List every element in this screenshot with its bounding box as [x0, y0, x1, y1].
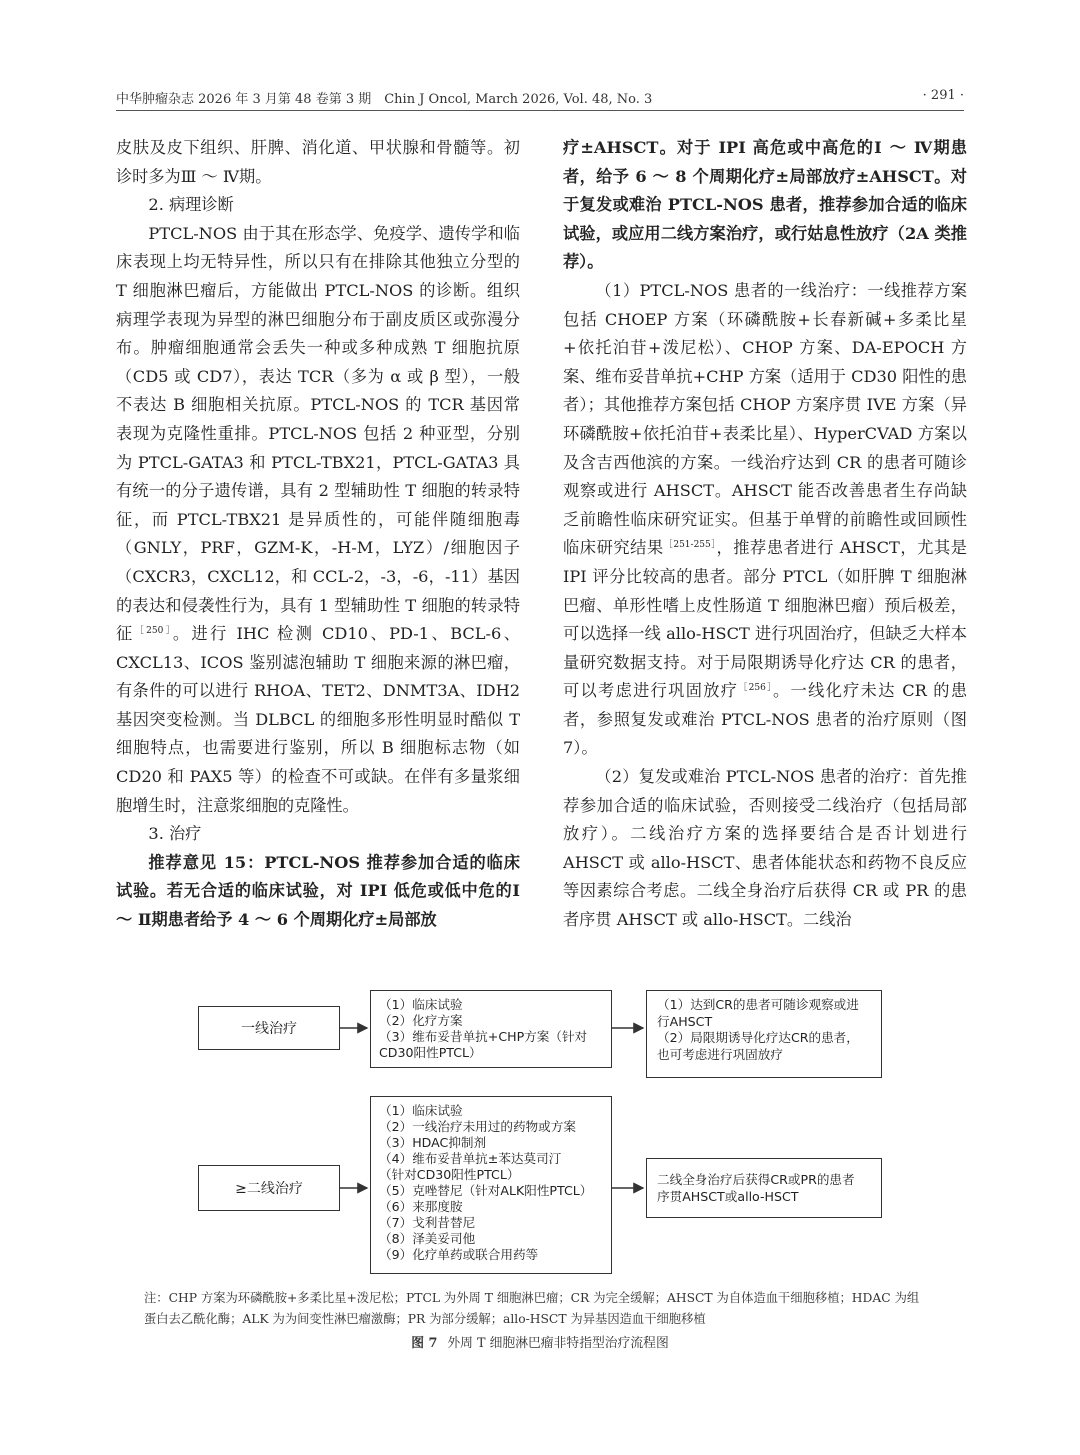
result-line: （2）局限期诱导化疗达CR的患者， — [657, 1030, 859, 1045]
result-line: 也可考虑进行巩固放疗 — [657, 1046, 783, 1062]
recommendation-continued: 疗±AHSCT。对于 IPI 高危或中高危的Ⅰ ～ Ⅳ期患者，给予 6 ～ 8 个周期化疗±局部放疗±AHSCT。对于复发或难治 PTCL-NOS 患者，推荐参加合适的临床试验，或应用二线方案治疗，或行姑息性放疗（2A 类推荐）。 — [563, 138, 967, 272]
note-line: 注：CHP 方案为环磷酰胺+多柔比星+泼尼松；PTCL 为外周 T 细胞淋巴瘤；CR 为完全缓解；AHSCT 为自体造血干细胞移植；HDAC 为组 — [144, 1291, 920, 1305]
figure-caption — [0, 1332, 1080, 1351]
list-item: （1）临床试验 — [379, 997, 463, 1012]
citation-ref: ［250］ — [134, 626, 173, 637]
second-line-label-box: ≥二线治疗 — [198, 1165, 340, 1211]
header-rule — [116, 110, 964, 111]
result-line: 二线全身治疗后获得CR或PR的患者 — [657, 1172, 855, 1187]
result-line: 序贯AHSCT或allo-HSCT — [657, 1189, 799, 1204]
list-item: （8）泽美妥司他 — [379, 1231, 476, 1246]
list-item: （1）临床试验 — [379, 1103, 463, 1118]
second-line-result-box — [646, 1158, 882, 1218]
left-column — [116, 134, 520, 935]
list-item: （2）一线治疗未用过的药物或方案 — [379, 1119, 576, 1134]
paragraph: （1）PTCL-NOS 患者的一线治疗：一线推荐方案包括 CHOEP 方案（环磷酰胺+长春新碱+多柔比星+依托泊苷+泼尼松）、CHOP 方案、DA-EPOCH 方案、维布妥昔单抗+CHP 方案（适用于 CD30 阳性的患者）；其他推荐方案包括 CHOP 方案序贯 IVE 方案（异环磷酰胺+依托泊苷+表柔比星）、HyperCVAD 方案以及含吉西他滨的方案。一线治疗达到 CR 的患者可随诊观察或进行 AHSCT。AHSCT 能否改善患者生存尚缺乏前瞻性临床研究证实。但基于单臂的前瞻性或回顾性临床研究结果$^{[251-255]}$，推荐患者进行 AHSCT，尤其是 IPI 评分比较高的患者。部分 PTCL（如肝脾 T 细胞淋巴瘤、单形性嗜上皮性肠道 T 细胞淋巴瘤）预后极差，可以选择一线 allo-HSCT 进行巩固治疗，但缺乏大样本量研究数据支持。对于局限期诱导化疗达 CR 的患者，可以考虑进行巩固放疗$^{[256]}$。一线化疗未达 CR 的患者，参照复发或难治 PTCL-NOS 患者的治疗原则（图 7）。 — [563, 280, 968, 758]
first-line-label-box: 一线治疗 — [198, 1006, 340, 1050]
list-item: （6）来那度胺 — [379, 1199, 463, 1214]
paragraph: 皮肤及皮下组织、肝脾、消化道、甲状腺和骨髓等。初诊时多为Ⅲ ～ Ⅳ期。 — [116, 138, 520, 186]
note-line: 蛋白去乙酰化酶；ALK 为为间变性淋巴瘤激酶；PR 为部分缓解；allo-HSCT 为异基因造血干细胞移植 — [144, 1312, 706, 1326]
list-item: （4）维布妥昔单抗±苯达莫司汀 — [379, 1151, 562, 1166]
list-item: （2）化疗方案 — [379, 1013, 463, 1028]
figure-note — [144, 1288, 944, 1330]
right-column — [563, 134, 967, 935]
result-line: （1）达到CR的患者可随诊观察或进 — [657, 997, 859, 1012]
list-item: （针对CD30阳性PTCL） — [379, 1167, 520, 1182]
list-item: （9）化疗单药或联合用药等 — [379, 1247, 539, 1262]
journal-citation: 中华肿瘤杂志 2026 年 3 月第 48 卷第 3 期 Chin J Oncol, March 2026, Vol. 48, No. 3 — [116, 92, 653, 107]
paragraph: PTCL-NOS 由于其在形态学、免疫学、遗传学和临床表现上均无特异性，所以只有在排除其他独立分型的 T 细胞淋巴瘤后，方能做出 PTCL-NOS 的诊断。组织病理学表现为异型的淋巴细胞分布于副皮质区或弥漫分布。肿瘤细胞通常会丢失一种或多种成熟 T 细胞抗原（CD5 或 CD7），表达 TCR（多为 α 或 β 型），一般不表达 B 细胞相关抗原。PTCL-NOS 的 TCR 基因常表现为克隆性重排。PTCL-NOS 包括 2 种亚型，分别为 PTCL-GATA3 和 PTCL-TBX21，PTCL-GATA3 具有统一的分子遗传谱，具有 2 型辅助性 T 细胞的转录特征，而 PTCL-TBX21 是异质性的，可能伴随细胞毒（GNLY，PRF，GZM-K，-H-M，LYZ）/细胞因子（CXCR3，CXCL12，和 CCL-2，-3，-6，-11）基因的表达和侵袭性行为，具有 1 型辅助性 T 细胞的转录特征$^{[250]}$。进行 IHC 检测 CD10、PD-1、BCL-6、CXCL13、ICOS 鉴别滤泡辅助 T 细胞来源的淋巴瘤，有条件的可以进行 RHOA、TET2、DNMT3A、IDH2 基因突变检测。当 DLBCL 的细胞多形性明显时酷似 T 细胞特点，也需要进行鉴别，所以 B 细胞标志物（如 CD20 和 PAX5 等）的检查不可或缺。在伴有多量浆细胞增生时，注意浆细胞的克隆性。 — [116, 223, 520, 815]
section-heading: 2. 病理诊断 — [148, 195, 234, 215]
list-item: （3）维布妥昔单抗+CHP方案（针对 — [379, 1029, 588, 1044]
recommendation: 推荐意见 15：PTCL-NOS 推荐参加合适的临床试验。若无合适的临床试验，对 IPI 低危或低中危的Ⅰ ～ Ⅱ期患者给予 4 ～ 6 个周期化疗±局部放 — [116, 852, 520, 930]
page-number: · 291 · — [922, 88, 964, 103]
figure-number: 图 7 — [411, 1336, 438, 1351]
first-line-options-box — [370, 990, 612, 1068]
list-item: （3）HDAC抑制剂 — [379, 1135, 487, 1150]
list-item: （5）克唑替尼（针对ALK阳性PTCL） — [379, 1183, 593, 1198]
citation-ref: ［256］ — [738, 683, 774, 694]
paragraph: （2）复发或难治 PTCL-NOS 患者的治疗：首先推荐参加合适的临床试验，否则接受二线治疗（包括局部放疗）。二线治疗方案的选择要结合是否计划进行 AHSCT 或 allo-HSCT、患者体能状态和药物不良反应等因素综合考虑。二线全身治疗后获得 CR 或 PR 的患者序贯 AHSCT 或 allo-HSCT。二线治 — [563, 767, 967, 930]
list-item: CD30阳性PTCL） — [379, 1045, 482, 1060]
section-heading: 3. 治疗 — [148, 824, 202, 844]
result-line: 行AHSCT — [657, 1013, 713, 1029]
figure-title: 外周 T 细胞淋巴瘤非特指型治疗流程图 — [447, 1336, 669, 1351]
running-header — [116, 88, 964, 110]
first-line-result-box — [646, 990, 882, 1078]
second-line-options-box — [370, 1096, 612, 1274]
list-item: （7）戈利昔替尼 — [379, 1215, 476, 1230]
citation-ref: ［251-255］ — [663, 540, 717, 551]
